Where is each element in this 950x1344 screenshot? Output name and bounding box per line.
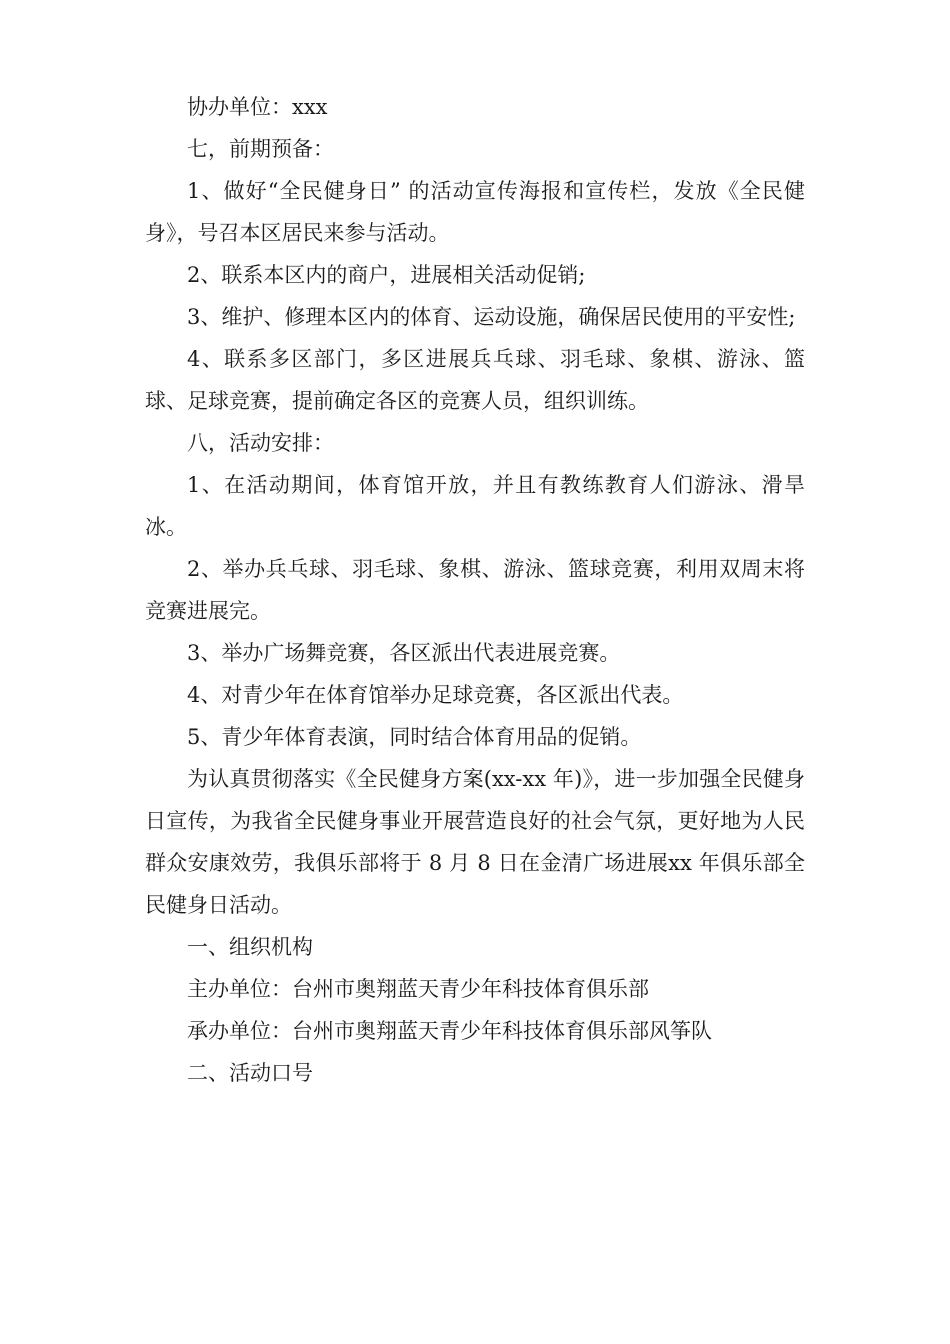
list-item-arrange-4: 4、对青少年在体育馆举办足球竞赛，各区派出代表。 (187, 683, 684, 707)
list-item-arrange-3: 3、举办广场舞竞赛，各区派出代表进展竞赛。 (187, 641, 621, 665)
paragraph-intro: 为认真贯彻落实《全民健身方案(xx-xx 年)》，进一步加强全民健身日宣传，为我省全民健身事业开展营造良好的社会气氛，更好地为人民群众安康效劳，我俱乐部将于 8 月 8 日在金清广场进展xx 年俱乐部全民健身日活动。 (145, 767, 805, 917)
paragraph-co-organizer: 协办单位：xxx (187, 95, 328, 119)
section-heading-arrangement: 八，活动安排： (187, 431, 334, 455)
list-item-prep-4: 4、联系多区部门，多区进展兵乓球、羽毛球、象棋、游泳、篮球、足球竞赛，提前确定各区的竞赛人员，组织训练。 (145, 347, 805, 413)
list-item-arrange-5: 5、青少年体育表演，同时结合体育用品的促销。 (187, 725, 642, 749)
section-heading-organization: 一、组织机构 (187, 935, 313, 959)
document-body (145, 86, 805, 1094)
list-item-prep-3: 3、维护、修理本区内的体育、运动设施，确保居民使用的平安性; (187, 305, 796, 329)
section-heading-preparation: 七，前期预备： (187, 137, 334, 161)
section-heading-slogan: 二、活动口号 (187, 1061, 313, 1085)
list-item-arrange-2: 2、举办兵乓球、羽毛球、象棋、游泳、篮球竞赛，利用双周末将竞赛进展完。 (145, 557, 805, 623)
list-item-prep-2: 2、联系本区内的商户，进展相关活动促销; (187, 263, 586, 287)
list-item-arrange-1: 1、在活动期间，体育馆开放，并且有教练教育人们游泳、滑旱冰。 (145, 473, 805, 539)
list-item-prep-1: 1、做好“全民健身日” 的活动宣传海报和宣传栏，发放《全民健身》，号召本区居民来参与活动。 (145, 179, 805, 245)
paragraph-organizer: 承办单位：台州市奥翔蓝天青少年科技体育俱乐部风筝队 (187, 1019, 712, 1043)
paragraph-host: 主办单位：台州市奥翔蓝天青少年科技体育俱乐部 (187, 977, 649, 1001)
